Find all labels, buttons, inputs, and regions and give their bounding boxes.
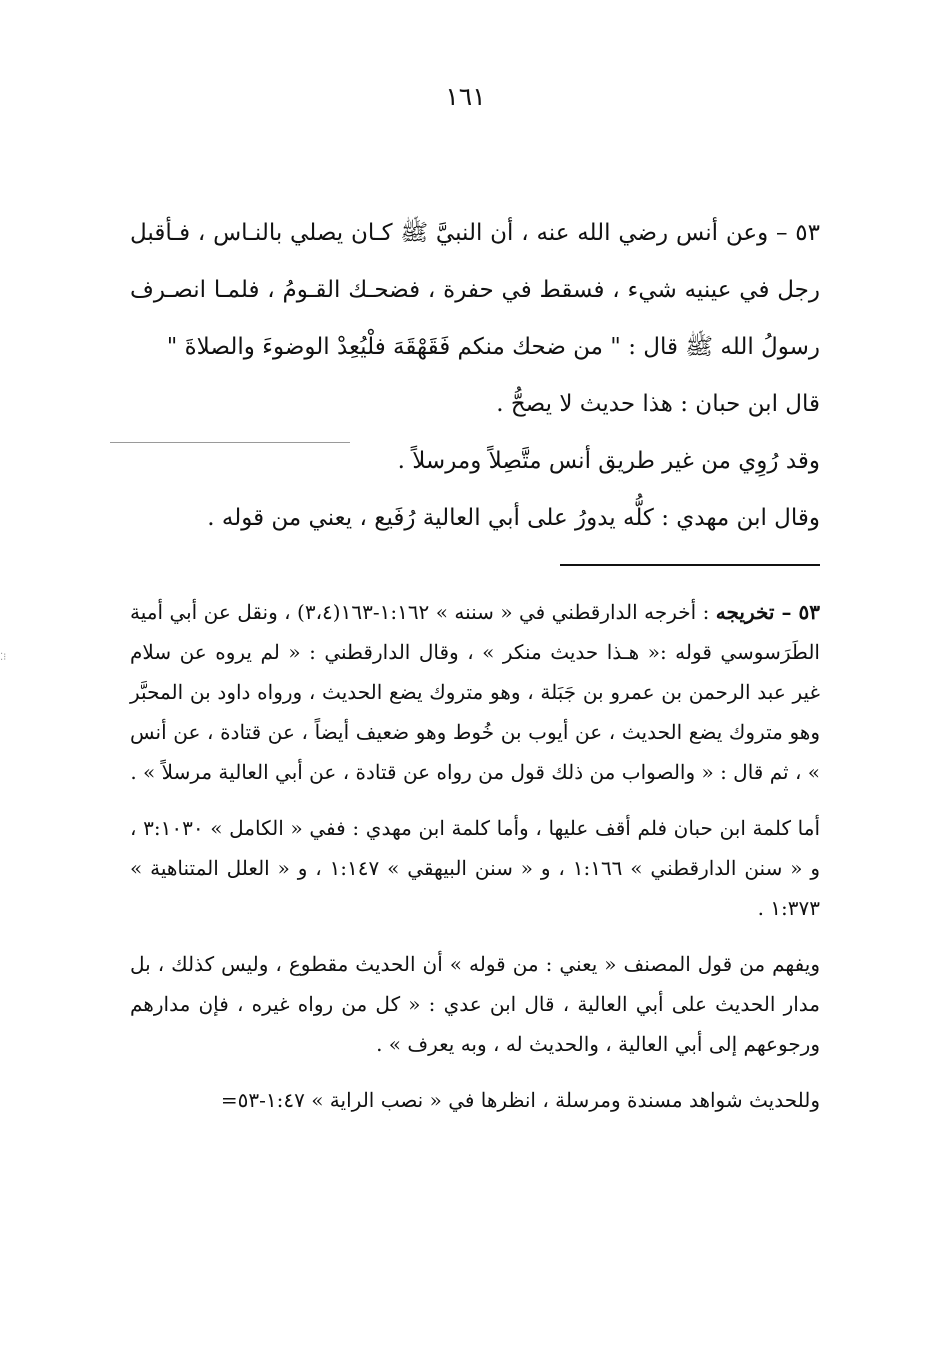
footnote-paragraph-analysis: ويفهم من قول المصنف « يعني : من قوله » أن الحديث مقطوع ، وليس كذلك ، بل مدار الحديث على أبي العالية ، قال ابن عدي : « كل من رواه غيره ، فإن مدارهم ورجوعهم إلى أبي العالية ، والحديث له ، وبه يعرف » . [130, 952, 820, 1056]
footnote-label: ٥٣ – تخريجه [715, 600, 820, 624]
footnote-separator [560, 564, 820, 566]
page-number: ١٦١ [445, 82, 486, 111]
hadith-text-block [130, 205, 820, 547]
footnote-takhrij [130, 592, 820, 792]
hadith-paragraph: ٥٣ – وعن أنس رضي الله عنه ، أن النبيَّ ﷺ كـان يصلي بالنـاس ، فـأقبل رجل في عينيه شيء ، فسقط في حفرة ، فضحـك القـومُ ، فلمـا انصـرف رسولُ الله ﷺ قال : " من ضحك منكم فَقَهْقَهَ فلْيُعِدْ الوضوءَ والصلاةَ " [130, 220, 820, 360]
footnote-paragraph-sources: أما كلمة ابن حبان فلم أقف عليها ، وأما كلمة ابن مهدي : ففي « الكامل » ٣:١٠٣٠ ، و « سنن الدارقطني » ١:١٦٦ ، و « سنن البيهقي » ١:١٤٧ ، و « العلل المتناهية » ١:٣٧٣ . [130, 816, 820, 920]
footnote-takhrij-text: : أخرجه الدارقطني في « سننه » ١:١٦٢-١٦٣(٣،٤) ، ونقل عن أبي أمية الطَرَسوسي قوله :« هـذا حديث منكر » ، وقال الدارقطني : « لم يروه عن سلام غير عبد الرحمن بن عمرو بن جَبَلة ، وهو متروك يضع الحديث ، ورواه داود بن المحبَّر وهو متروك يضع الحديث ، عن أيوب بن خُوط وهو ضعيف أيضاً ، عن قتادة ، عن أنس » ، ثم قال : « والصواب من ذلك قول من رواه عن قتادة ، عن أبي العالية مرسلاً » . [130, 600, 820, 784]
hadith-commentary-ibn-mahdi: وقال ابن مهدي : كلُّه يدورُ على أبي العالية رُفَيع ، يعني من قوله . [207, 505, 820, 531]
faint-line-mark [110, 442, 350, 443]
hadith-commentary-ibn-hibban: قال ابن حبان : هذا حديث لا يصحُّ . [496, 391, 820, 417]
margin-marks: ⁚⁝ [0, 652, 7, 663]
footnotes-block [130, 592, 820, 1136]
footnote-paragraph-shawahid: وللحديث شواهد مسندة ومرسلة ، انظرها في « نصب الراية » ١:٤٧-٥٣= [220, 1088, 820, 1112]
hadith-commentary-other-routes: وقد رُوِي من غير طريق أنس متَّصِلاً ومرسلاً . [397, 448, 820, 474]
